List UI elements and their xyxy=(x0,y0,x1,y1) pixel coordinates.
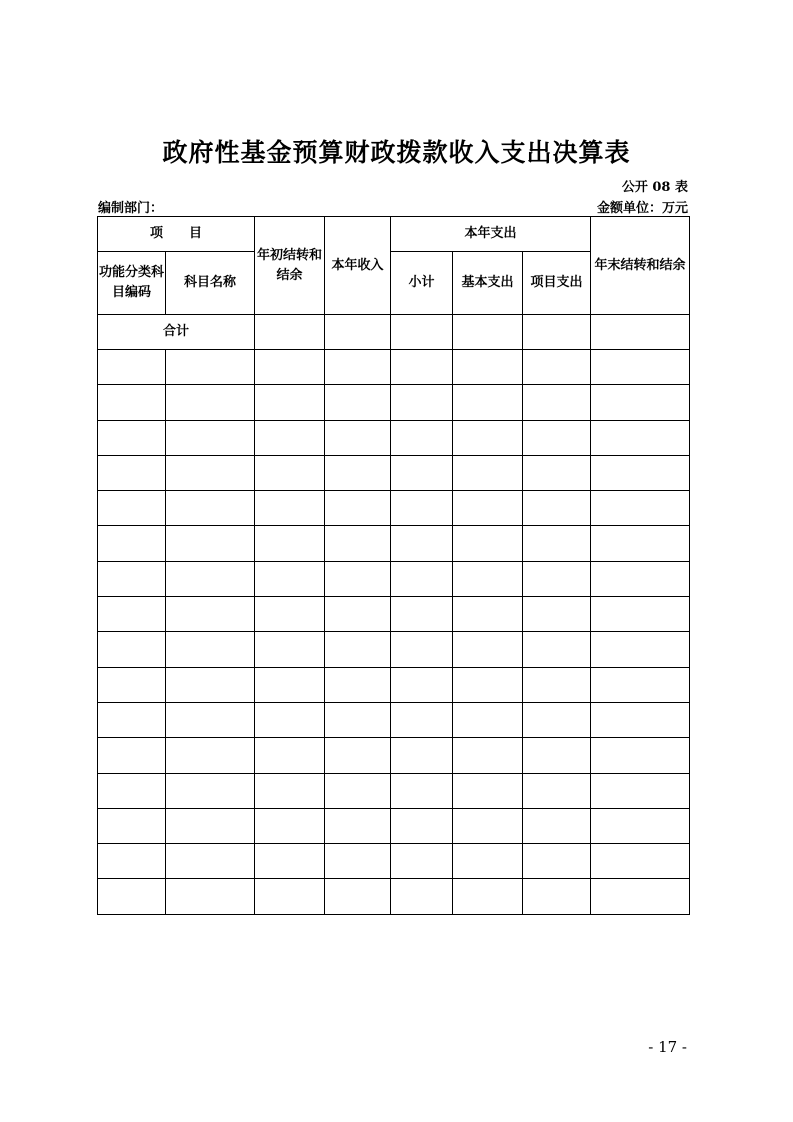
table-cell-income xyxy=(325,879,391,914)
header-end-balance: 年末结转和结余 xyxy=(591,217,690,315)
table-cell-code xyxy=(98,561,166,596)
table-cell-project xyxy=(523,385,591,420)
table-cell-name xyxy=(166,879,255,914)
table-cell-project xyxy=(523,632,591,667)
table-cell-end xyxy=(591,455,690,490)
table-cell-subtotal xyxy=(391,561,453,596)
table-cell-code xyxy=(98,773,166,808)
total-label: 合计 xyxy=(98,315,255,350)
total-cell xyxy=(523,315,591,350)
table-cell-name xyxy=(166,491,255,526)
budget-table xyxy=(97,216,690,915)
table-body xyxy=(98,350,690,915)
table-cell-income xyxy=(325,561,391,596)
table-cell-income xyxy=(325,808,391,843)
table-cell-project xyxy=(523,667,591,702)
table-cell-name xyxy=(166,738,255,773)
table-cell-code xyxy=(98,350,166,385)
table-cell-income xyxy=(325,597,391,632)
table-cell-basic xyxy=(453,385,523,420)
header-subject-name: 科目名称 xyxy=(166,252,255,315)
table-row xyxy=(98,597,690,632)
table-cell-subtotal xyxy=(391,455,453,490)
table-row xyxy=(98,561,690,596)
table-cell-basic xyxy=(453,808,523,843)
table-row xyxy=(98,773,690,808)
table-cell-basic xyxy=(453,667,523,702)
table-row xyxy=(98,702,690,737)
table-cell-basic xyxy=(453,491,523,526)
table-cell-end xyxy=(591,526,690,561)
table-cell-code xyxy=(98,385,166,420)
table-cell-basic xyxy=(453,420,523,455)
table-cell-basic xyxy=(453,632,523,667)
table-cell-begin xyxy=(255,844,325,879)
table-cell-end xyxy=(591,667,690,702)
table-cell-subtotal xyxy=(391,526,453,561)
table-row xyxy=(98,667,690,702)
table-row xyxy=(98,738,690,773)
table-cell-subtotal xyxy=(391,702,453,737)
table-cell-income xyxy=(325,702,391,737)
table-cell-begin xyxy=(255,420,325,455)
table-cell-project xyxy=(523,420,591,455)
table-row xyxy=(98,632,690,667)
table-cell-code xyxy=(98,667,166,702)
table-cell-code xyxy=(98,738,166,773)
table-cell-subtotal xyxy=(391,808,453,843)
header-project-expense: 项目支出 xyxy=(523,252,591,315)
table-cell-name xyxy=(166,385,255,420)
table-cell-code xyxy=(98,455,166,490)
table-cell-project xyxy=(523,350,591,385)
table-cell-basic xyxy=(453,455,523,490)
table-cell-basic xyxy=(453,597,523,632)
table-cell-end xyxy=(591,385,690,420)
table-row xyxy=(98,808,690,843)
table-cell-name xyxy=(166,455,255,490)
table-cell-code xyxy=(98,526,166,561)
department-label: 编制部门： xyxy=(98,201,164,216)
table-cell-income xyxy=(325,455,391,490)
table-row xyxy=(98,879,690,914)
table-cell-begin xyxy=(255,597,325,632)
table-cell-subtotal xyxy=(391,844,453,879)
table-cell-name xyxy=(166,526,255,561)
table-cell-subtotal xyxy=(391,597,453,632)
table-cell-income xyxy=(325,844,391,879)
table-cell-project xyxy=(523,879,591,914)
table-cell-begin xyxy=(255,385,325,420)
table-cell-name xyxy=(166,561,255,596)
table-cell-end xyxy=(591,632,690,667)
table-cell-subtotal xyxy=(391,773,453,808)
table-cell-income xyxy=(325,385,391,420)
page-number: - 17 - xyxy=(648,1038,687,1056)
table-cell-subtotal xyxy=(391,491,453,526)
total-cell xyxy=(255,315,325,350)
total-cell xyxy=(591,315,690,350)
page-title: 政府性基金预算财政拨款收入支出决算表 xyxy=(162,138,631,167)
table-cell-subtotal xyxy=(391,879,453,914)
header-expense: 本年支出 xyxy=(391,217,591,252)
table-cell-begin xyxy=(255,773,325,808)
header-income: 本年收入 xyxy=(325,217,391,315)
table-cell-code xyxy=(98,597,166,632)
table-row xyxy=(98,350,690,385)
table-cell-subtotal xyxy=(391,667,453,702)
table-cell-income xyxy=(325,350,391,385)
table-cell-income xyxy=(325,632,391,667)
table-cell-end xyxy=(591,702,690,737)
table-cell-code xyxy=(98,844,166,879)
unit-label: 金额单位：万元 xyxy=(596,201,688,216)
table-row xyxy=(98,455,690,490)
header-begin-balance: 年初结转和结余 xyxy=(255,217,325,315)
table-cell-name xyxy=(166,844,255,879)
table-cell-basic xyxy=(453,526,523,561)
table-cell-project xyxy=(523,702,591,737)
table-cell-name xyxy=(166,667,255,702)
table-cell-end xyxy=(591,773,690,808)
table-cell-subtotal xyxy=(391,420,453,455)
table-cell-project xyxy=(523,597,591,632)
total-cell xyxy=(453,315,523,350)
table-cell-end xyxy=(591,808,690,843)
table-cell-name xyxy=(166,808,255,843)
table-cell-begin xyxy=(255,455,325,490)
table-cell-name xyxy=(166,702,255,737)
table-cell-begin xyxy=(255,738,325,773)
header-item: 项 目 xyxy=(98,217,255,252)
table-cell-project xyxy=(523,561,591,596)
header-basic-expense: 基本支出 xyxy=(453,252,523,315)
table-cell-code xyxy=(98,702,166,737)
table-cell-project xyxy=(523,773,591,808)
form-number: 公开 08 表 xyxy=(621,180,688,195)
table-row xyxy=(98,420,690,455)
table-cell-begin xyxy=(255,632,325,667)
table-cell-end xyxy=(591,491,690,526)
table-cell-code xyxy=(98,420,166,455)
table-cell-basic xyxy=(453,738,523,773)
table-cell-end xyxy=(591,597,690,632)
table-cell-end xyxy=(591,561,690,596)
table-cell-subtotal xyxy=(391,738,453,773)
table-cell-project xyxy=(523,738,591,773)
table-cell-income xyxy=(325,738,391,773)
table-cell-name xyxy=(166,597,255,632)
table-row xyxy=(98,526,690,561)
table-cell-begin xyxy=(255,702,325,737)
table-cell-name xyxy=(166,350,255,385)
table-cell-income xyxy=(325,773,391,808)
table-cell-income xyxy=(325,491,391,526)
table-cell-name xyxy=(166,420,255,455)
table-cell-basic xyxy=(453,879,523,914)
table-cell-basic xyxy=(453,561,523,596)
total-cell xyxy=(391,315,453,350)
table-cell-end xyxy=(591,844,690,879)
table-cell-basic xyxy=(453,844,523,879)
table-row xyxy=(98,385,690,420)
table-cell-code xyxy=(98,879,166,914)
table-cell-project xyxy=(523,526,591,561)
table-cell-name xyxy=(166,773,255,808)
table-row xyxy=(98,844,690,879)
table-cell-end xyxy=(591,738,690,773)
table-cell-name xyxy=(166,632,255,667)
table-row xyxy=(98,491,690,526)
table-cell-begin xyxy=(255,879,325,914)
header-row-1 xyxy=(98,217,690,252)
table-cell-begin xyxy=(255,491,325,526)
header-subtotal: 小计 xyxy=(391,252,453,315)
table-cell-begin xyxy=(255,808,325,843)
table-cell-code xyxy=(98,808,166,843)
header-func-code: 功能分类科目编码 xyxy=(98,252,166,315)
table-cell-subtotal xyxy=(391,350,453,385)
table-cell-code xyxy=(98,491,166,526)
table-cell-begin xyxy=(255,667,325,702)
total-cell xyxy=(325,315,391,350)
table-cell-subtotal xyxy=(391,385,453,420)
table-cell-project xyxy=(523,455,591,490)
table-cell-project xyxy=(523,491,591,526)
table-cell-subtotal xyxy=(391,632,453,667)
table-cell-project xyxy=(523,808,591,843)
table-cell-basic xyxy=(453,350,523,385)
table-cell-project xyxy=(523,844,591,879)
table-cell-income xyxy=(325,420,391,455)
table-cell-basic xyxy=(453,773,523,808)
table-cell-income xyxy=(325,526,391,561)
table-cell-basic xyxy=(453,702,523,737)
table-cell-begin xyxy=(255,350,325,385)
total-row xyxy=(98,315,690,350)
table-cell-begin xyxy=(255,526,325,561)
table-cell-code xyxy=(98,632,166,667)
table-cell-begin xyxy=(255,561,325,596)
table-cell-income xyxy=(325,667,391,702)
table-cell-end xyxy=(591,879,690,914)
table-cell-end xyxy=(591,350,690,385)
table-cell-end xyxy=(591,420,690,455)
